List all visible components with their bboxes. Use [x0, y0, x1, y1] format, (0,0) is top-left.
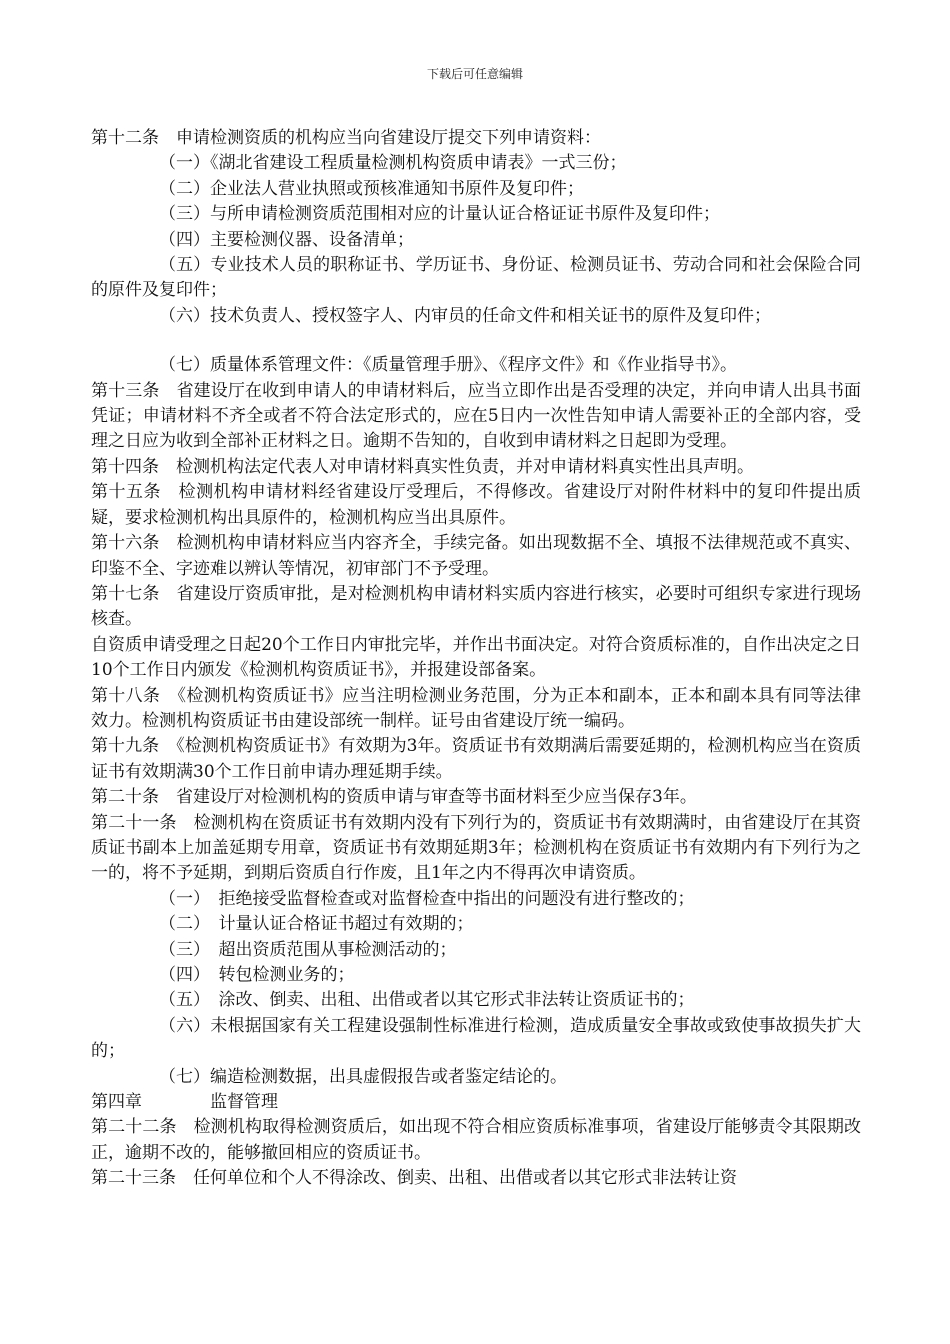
paragraph: 第二十条 省建设厅对检测机构的资质申请与审查等书面材料至少应当保存3年。 [91, 787, 697, 808]
list-item: （六）技术负责人、授权签字人、内审员的任命文件和相关证书的原件及复印件； [159, 305, 771, 326]
paragraph: 第十二条 申请检测资质的机构应当向省建设厅提交下列申请资料： [91, 128, 601, 148]
paragraph: 第十三条 省建设厅在收到申请人的申请材料后，应当立即作出是否受理的决定，并向申请人出具书面凭证；申请材料不齐全或者不符合法定形式的，应在5日内一次性告知申请人需要补正的全部内容，受理之日应为收到全部补正材料之日。逾期不告知的，自收到申请材料之日起即为受理。 [91, 380, 861, 452]
list-item: （四）主要检测仪器、设备清单； [159, 229, 414, 250]
paragraph: 第二十三条 任何单位和个人不得涂改、倒卖、出租、出借或者以其它形式非法转让资 [91, 1168, 737, 1189]
paragraph: 第二十一条 检测机构在资质证书有效期内没有下列行为的，资质证书有效期满时，由省建设厅在其资质证书副本上加盖延期专用章，资质证书有效期延期3年；检测机构在资质证书有效期内有下列行为之一的，将不予延期，到期后资质自行作废，且1年之内不得再次申请资质。 [91, 812, 861, 884]
list-item: （五）专业技术人员的职称证书、学历证书、身份证、检测员证书、劳动合同和社会保险合同的原件及复印件； [91, 255, 861, 301]
list-item: （二）企业法人营业执照或预核准通知书原件及复印件； [159, 178, 584, 199]
paragraph: 第十五条 检测机构申请材料经省建设厅受理后，不得修改。省建设厅对附件材料中的复印件提出质疑，要求检测机构出具原件的，检测机构应当出具原件。 [91, 482, 861, 528]
paragraph: 第十九条 《检测机构资质证书》有效期为3年。资质证书有效期满后需要延期的，检测机构应当在资质证书有效期满30个工作日前申请办理延期手续。 [91, 736, 861, 782]
list-item: （六）未根据国家有关工程建设强制性标准进行检测，造成质量安全事故或致使事故损失扩大的； [91, 1015, 861, 1062]
document-body [91, 126, 861, 1192]
blank-line [91, 329, 861, 353]
paragraph: 第十八条 《检测机构资质证书》应当注明检测业务范围，分为正本和副本，正本和副本具有同等法律效力。检测机构资质证书由建设部统一制样。证号由省建设厅统一编码。 [91, 685, 861, 731]
list-item: （七）质量体系管理文件：《质量管理手册》、《程序文件》和《作业指导书》。 [159, 355, 737, 376]
page-header: 下载后可任意编辑 [426, 67, 523, 81]
paragraph: 第十七条 省建设厅资质审批，是对检测机构申请材料实质内容进行核实，必要时可组织专家进行现场核查。 [91, 583, 861, 630]
paragraph: 第十六条 检测机构申请材料应当内容齐全，手续完备。如出现数据不全、填报不法律规范或不真实、印鉴不全、字迹难以辨认等情况，初审部门不予受理。 [91, 533, 861, 579]
paragraph: 第二十二条 检测机构取得检测资质后，如出现不符合相应资质标准事项，省建设厅能够责令其限期改正，逾期不改的，能够撤回相应的资质证书。 [91, 1117, 861, 1163]
list-item: （三） 超出资质范围从事检测活动的； [159, 939, 457, 960]
list-item: （四） 转包检测业务的； [159, 965, 355, 985]
list-item: （三）与所申请检测资质范围相对应的计量认证合格证证书原件及复印件； [159, 204, 720, 225]
chapter-heading: 第四章 监督管理 [91, 1092, 278, 1113]
list-item: （七）编造检测数据，出具虚假报告或者鉴定结论的。 [159, 1066, 567, 1087]
list-item: （五） 涂改、倒卖、出租、出借或者以其它形式非法转让资质证书的； [159, 990, 695, 1011]
paragraph: 第十四条 检测机构法定代表人对申请材料真实性负责，并对申请材料真实性出具声明。 [91, 456, 754, 477]
list-item: （一） 拒绝接受监督检查或对监督检查中指出的问题没有进行整改的； [159, 888, 695, 909]
list-item: （二） 计量认证合格证书超过有效期的； [159, 914, 474, 935]
paragraph: 自资质申请受理之日起20个工作日内审批完毕，并作出书面决定。对符合资质标准的，自作出决定之日10个工作日内颁发《检测机构资质证书》，并报建设部备案。 [91, 634, 861, 681]
list-item: （一）《湖北省建设工程质量检测机构资质申请表》一式三份； [159, 153, 627, 174]
